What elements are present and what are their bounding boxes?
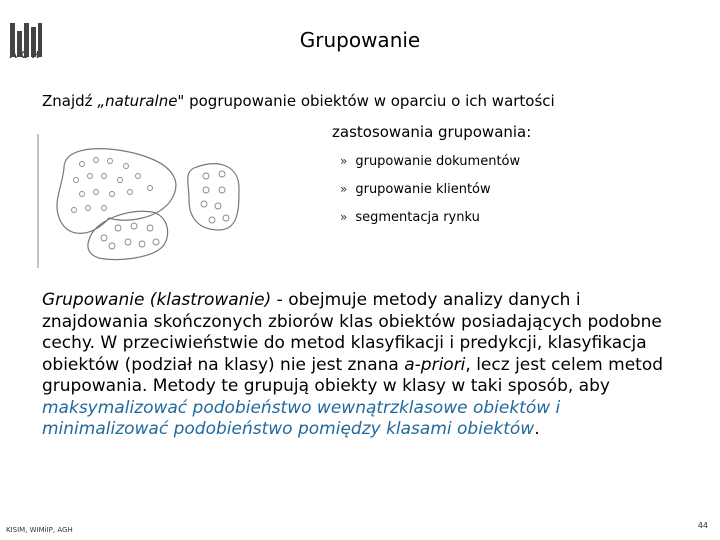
clustering-illustration [34,128,246,270]
description-end: . [534,419,540,439]
list-item-label: grupowanie klientów [355,182,491,197]
applications-heading: zastosowania grupowania: [332,123,532,141]
description-paragraph [42,290,682,441]
list-item [340,178,520,206]
description-part1: - obejmuje metody analizy danych i znajdowania skończonych zbiorów klas obiektów posiadających podobne cechy. W przeciwieństwie do metod klasyfikacji i predykcji, klasyfikacja obiektów (podział na klasy) nie jest znana [42,290,662,375]
applications-list [340,150,520,234]
footer-text: KISIM, WIMiIP, AGH [6,526,73,534]
list-item [340,150,520,178]
description-lead: Grupowanie (klastrowanie) [42,290,272,310]
page-title: Grupowanie [299,28,421,52]
intro-text [42,92,555,110]
bullet-icon: » [340,182,348,196]
intro-prefix: Znajdź [42,92,98,110]
bullet-icon: » [340,210,348,224]
list-item-label: segmentacja rynku [355,210,480,225]
description-highlight: maksymalizować podobieństwo wewnątrzklasowe obiektów i minimalizować podobieństwo pomiędzy klasami obiektów [42,397,561,439]
list-item-label: grupowanie dokumentów [355,154,521,169]
intro-suffix: pogrupowanie obiektów w oparciu o ich wartości [184,92,555,110]
description-apriori: a-priori [404,354,466,375]
logo-text: AGH [9,50,43,61]
bullet-icon: » [340,154,348,168]
list-item [340,206,520,234]
page-number: 44 [697,521,708,530]
description-part2: , lecz jest celem metod grupowania. Metody te grupują obiekty w klasy w taki sposób, aby [42,354,664,396]
intro-quote: „naturalne" [97,92,185,110]
